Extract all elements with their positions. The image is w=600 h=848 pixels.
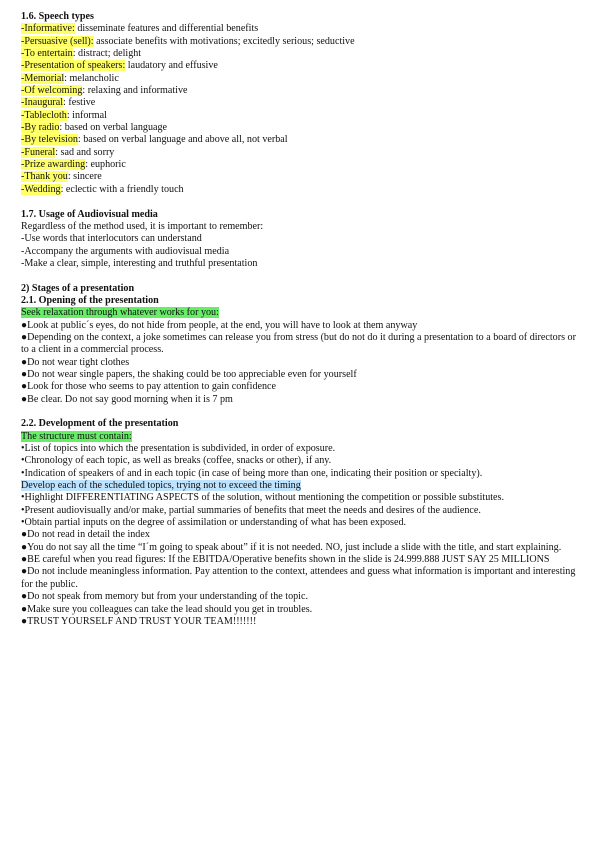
speech-types-list	[21, 23, 576, 196]
speech-type-text: : festive	[63, 97, 96, 109]
highlighted-note: Develop each of the scheduled topics, trying not to exceed the timing	[21, 480, 301, 492]
spacer	[21, 270, 576, 282]
text-line: -Accompany the arguments with audiovisual media	[21, 245, 230, 257]
speech-type-item	[21, 122, 576, 134]
bullet-item: ●Do not read in detail the index	[21, 529, 150, 541]
speech-type-item	[21, 159, 576, 171]
speech-type-text: : sincere	[67, 171, 102, 183]
speech-type-label: -Memorial	[21, 72, 65, 84]
bullet-item: •Indication of speakers of and in each topic (in case of being more than one, indicating their position or specialty).	[21, 467, 483, 479]
speech-type-text: : distract; delight	[72, 48, 142, 60]
speech-type-item	[21, 134, 576, 146]
bullet-item: ●Look at public´s eyes, do not hide from people, at the end, you will have to look at them anyway	[21, 319, 418, 331]
bullet-item: ●TRUST YOURSELF AND TRUST YOUR TEAM!!!!!!!	[21, 615, 257, 627]
speech-type-item	[21, 48, 576, 60]
speech-type-label: -Funeral	[21, 146, 56, 158]
speech-type-text: : sad and sorry	[55, 146, 115, 158]
bullet-item: •Present audiovisually and/or make, partial summaries of benefits that meet the needs and desires of the audience.	[21, 504, 481, 516]
speech-type-item	[21, 85, 576, 97]
speech-type-text: : informal	[66, 109, 107, 121]
section-heading-development: 2.2. Development of the presentation	[21, 418, 179, 430]
speech-type-label: -By radio	[21, 122, 60, 134]
speech-type-text: : based on verbal language and above all, not verbal	[77, 134, 288, 146]
speech-type-item	[21, 97, 576, 109]
bullet-item: ●Be clear. Do not say good morning when it is 7 pm	[21, 393, 233, 405]
text-line: Regardless of the method used, it is important to remember:	[21, 220, 264, 232]
speech-type-item	[21, 23, 576, 35]
bullet-item: ●Depending on the context, a joke sometimes can release you from stress (but do not do it during a presentation to a board of directors or to a client in a commercial process.	[21, 331, 576, 356]
bullet-item: ●Do not include meaningless information. Pay attention to the context, attendees and guess what information is important and interesting for the public.	[21, 566, 576, 590]
bullet-item: ●BE careful when you read figures: If the EBITDA/Operative benefits shown in the slide is 24.999.888 JUST SAY 25 MILLIONS	[21, 554, 550, 566]
bullet-item: ●Do not wear tight clothes	[21, 356, 130, 368]
speech-type-item	[21, 73, 576, 85]
bullet-item: ●Do not wear single papers, the shaking could be too appreciable even for yourself	[21, 368, 357, 380]
speech-type-item	[21, 184, 576, 196]
speech-type-label: -Prize awarding	[21, 159, 86, 171]
bullet-item: ●Look for those who seems to pay attention to gain confidence	[21, 381, 277, 393]
speech-type-label: -To entertain	[21, 48, 73, 60]
section-heading-opening: 2.1. Opening of the presentation	[21, 294, 159, 306]
document-content	[21, 11, 576, 628]
speech-type-label: -Wedding	[21, 183, 61, 195]
bullet-item: •Chronology of each topic, as well as breaks (coffee, snacks or other), if any.	[21, 455, 332, 467]
bullet-item: ●Make sure you colleagues can take the lead should you get in troubles.	[21, 603, 313, 615]
speech-type-text: : melancholic	[64, 72, 119, 84]
spacer	[21, 196, 576, 208]
speech-type-label: -Of welcoming	[21, 85, 83, 97]
speech-type-text: associate benefits with motivations; excitedly serious; seductive	[93, 35, 355, 47]
bullet-item: •List of topics into which the presentation is subdivided, in order of exposure.	[21, 443, 336, 455]
speech-type-item	[21, 110, 576, 122]
text-line: -Use words that interlocutors can understand	[21, 233, 202, 245]
speech-type-text: : based on verbal language	[59, 122, 168, 134]
text-line: -Make a clear, simple, interesting and truthful presentation	[21, 257, 258, 269]
speech-type-item	[21, 60, 576, 72]
speech-type-text: laudatory and effusive	[125, 60, 218, 72]
highlighted-note: Seek relaxation through whatever works for you:	[21, 307, 219, 319]
speech-type-text: disseminate features and differential benefits	[74, 23, 259, 35]
speech-type-text: : relaxing and informative	[82, 85, 188, 97]
speech-type-label: -Inaugural	[21, 97, 64, 109]
spacer	[21, 406, 576, 418]
speech-type-label: -Tablecloth	[21, 109, 67, 121]
section-heading-speech-types: 1.6. Speech types	[21, 11, 94, 22]
highlighted-note: The structure must contain:	[21, 430, 132, 442]
section-heading-audiovisual-media: 1.7. Usage of Audiovisual media	[21, 208, 158, 220]
speech-type-label: -Thank you	[21, 171, 68, 183]
speech-type-label: -Presentation of speakers:	[21, 60, 126, 72]
speech-type-item	[21, 147, 576, 159]
bullet-item: •Highlight DIFFERENTIATING ASPECTS of the solution, without mentioning the competition or possible substitutes.	[21, 492, 504, 504]
speech-type-label: -Persuasive (sell):	[21, 35, 94, 47]
speech-type-item	[21, 36, 576, 48]
bullet-item: •Obtain partial inputs on the degree of assimilation or understanding of what has been exposed.	[21, 517, 407, 529]
speech-type-text: : euphoric	[85, 159, 126, 171]
speech-type-text: : eclectic with a friendly touch	[60, 183, 184, 195]
section-heading-stages: 2) Stages of a presentation	[21, 282, 135, 294]
speech-type-item	[21, 171, 576, 183]
speech-type-label: -By television	[21, 134, 78, 146]
bullet-item: ●You do not say all the time “I´m going to speak about” if it is not needed. NO, just include a slide with the title, and start explaining.	[21, 541, 562, 553]
bullet-item: ●Do not speak from memory but from your understanding of the topic.	[21, 591, 308, 603]
speech-type-label: -Informative:	[21, 23, 75, 35]
